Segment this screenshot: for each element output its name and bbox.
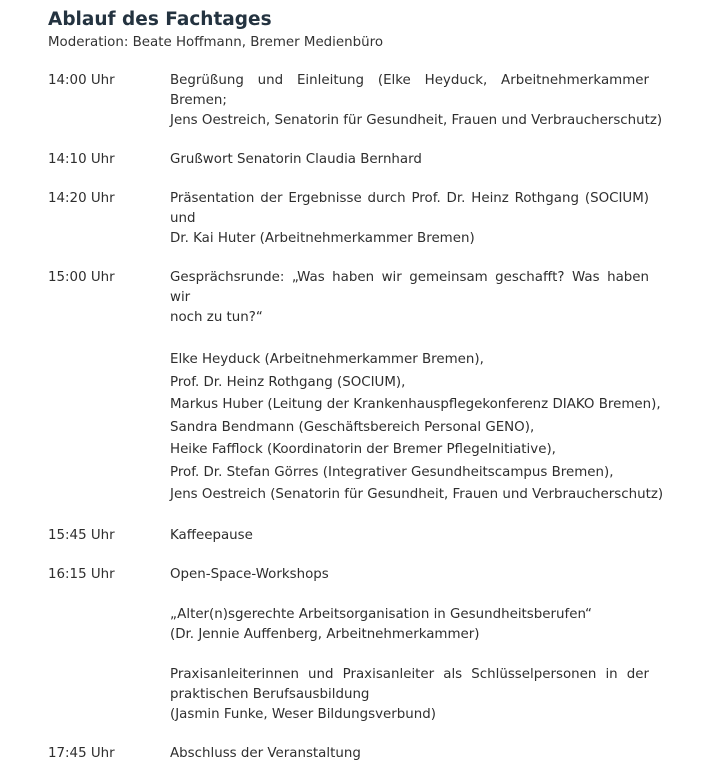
schedule-entry [48, 189, 658, 249]
schedule-content [170, 744, 649, 764]
schedule-paragraph [170, 268, 649, 328]
schedule-content [170, 565, 649, 725]
schedule-text-line: (Dr. Jennie Auffenberg, Arbeitnehmerkammer) [170, 626, 480, 642]
schedule-text-line: praktischen Berufsausbildung [170, 686, 370, 702]
schedule-text-line: Markus Huber (Leitung der Krankenhauspflegekonferenz DIAKO Bremen), [170, 397, 661, 412]
schedule-entry [48, 71, 663, 131]
schedule-paragraph [170, 744, 649, 764]
schedule-text-line: noch zu tun?“ [170, 310, 263, 325]
schedule-entry [48, 744, 658, 764]
schedule-paragraph [170, 349, 664, 507]
schedule-content [170, 150, 649, 170]
schedule-text-line: Sandra Bendmann (Geschäftsbereich Personal GENO), [170, 419, 535, 435]
schedule-time: 14:10 Uhr [48, 152, 115, 167]
schedule-content [170, 268, 664, 507]
schedule-time: 15:45 Uhr [48, 527, 115, 543]
schedule-time: 14:00 Uhr [48, 73, 115, 88]
schedule-text-line: Jens Oestreich (Senatorin für Gesundheit, Frauen und Verbraucherschutz) [170, 487, 664, 502]
schedule-text-line: Prof. Dr. Stefan Görres (Integrativer Gesundheitscampus Bremen), [170, 464, 614, 480]
schedule-paragraph [170, 189, 649, 249]
schedule-text-line: Jens Oestreich, Senatorin für Gesundheit, Frauen und Verbraucherschutz) [170, 113, 663, 128]
schedule-entry [48, 150, 658, 170]
schedule-paragraph [170, 605, 649, 645]
schedule-text-line: Gesprächsrunde: „Was haben wir gemeinsam geschafft? Was haben wir [170, 270, 649, 305]
schedule-text-line: Kaffeepause [170, 527, 253, 543]
schedule-text-line: Praxisanleiterinnen und Praxisanleiter als Schlüsselpersonen in der [170, 666, 649, 682]
schedule-text-line: Dr. Kai Huter (Arbeitnehmerkammer Bremen) [170, 231, 475, 246]
schedule-entry [48, 268, 664, 507]
schedule-text-line: Open-Space-Workshops [170, 566, 329, 582]
page-title: Ablauf des Fachtages [48, 9, 272, 30]
document-page [48, 8, 664, 764]
schedule-text-line: Grußwort Senatorin Claudia Bernhard [170, 152, 422, 167]
schedule-text-line: Abschluss der Veranstaltung [170, 745, 361, 761]
schedule-content [170, 71, 663, 131]
moderation-line: Moderation: Beate Hoffmann, Bremer Medienbüro [48, 35, 384, 50]
schedule-text-line: (Jasmin Funke, Weser Bildungsverbund) [170, 706, 436, 722]
schedule-time: 14:20 Uhr [48, 191, 115, 206]
schedule-entry [48, 526, 658, 546]
schedule-paragraph [170, 665, 649, 725]
schedule-text-line: „Alter(n)sgerechte Arbeitsorganisation in Gesundheitsberufen“ [170, 606, 592, 622]
schedule-paragraph [170, 150, 649, 170]
schedule-text-line: Heike Fafflock (Koordinatorin der Bremer PflegeInitiative), [170, 442, 556, 457]
schedule-time: 17:45 Uhr [48, 745, 115, 761]
schedule-text-line: Präsentation der Ergebnisse durch Prof. Dr. Heinz Rothgang (SOCIUM) und [170, 191, 649, 226]
schedule-content [170, 189, 649, 249]
schedule-text-line: Elke Heyduck (Arbeitnehmerkammer Bremen), [170, 352, 484, 367]
schedule-paragraph [170, 526, 649, 546]
schedule-time: 16:15 Uhr [48, 566, 115, 582]
schedule-paragraph [170, 565, 649, 585]
schedule-time: 15:00 Uhr [48, 270, 115, 285]
schedule-text-line: Begrüßung und Einleitung (Elke Heyduck, Arbeitnehmerkammer Bremen; [170, 73, 649, 108]
schedule-paragraph [170, 71, 663, 131]
schedule-text-line: Prof. Dr. Heinz Rothgang (SOCIUM), [170, 374, 406, 390]
schedule-content [170, 526, 649, 546]
schedule-list [48, 71, 664, 764]
schedule-entry [48, 565, 658, 725]
